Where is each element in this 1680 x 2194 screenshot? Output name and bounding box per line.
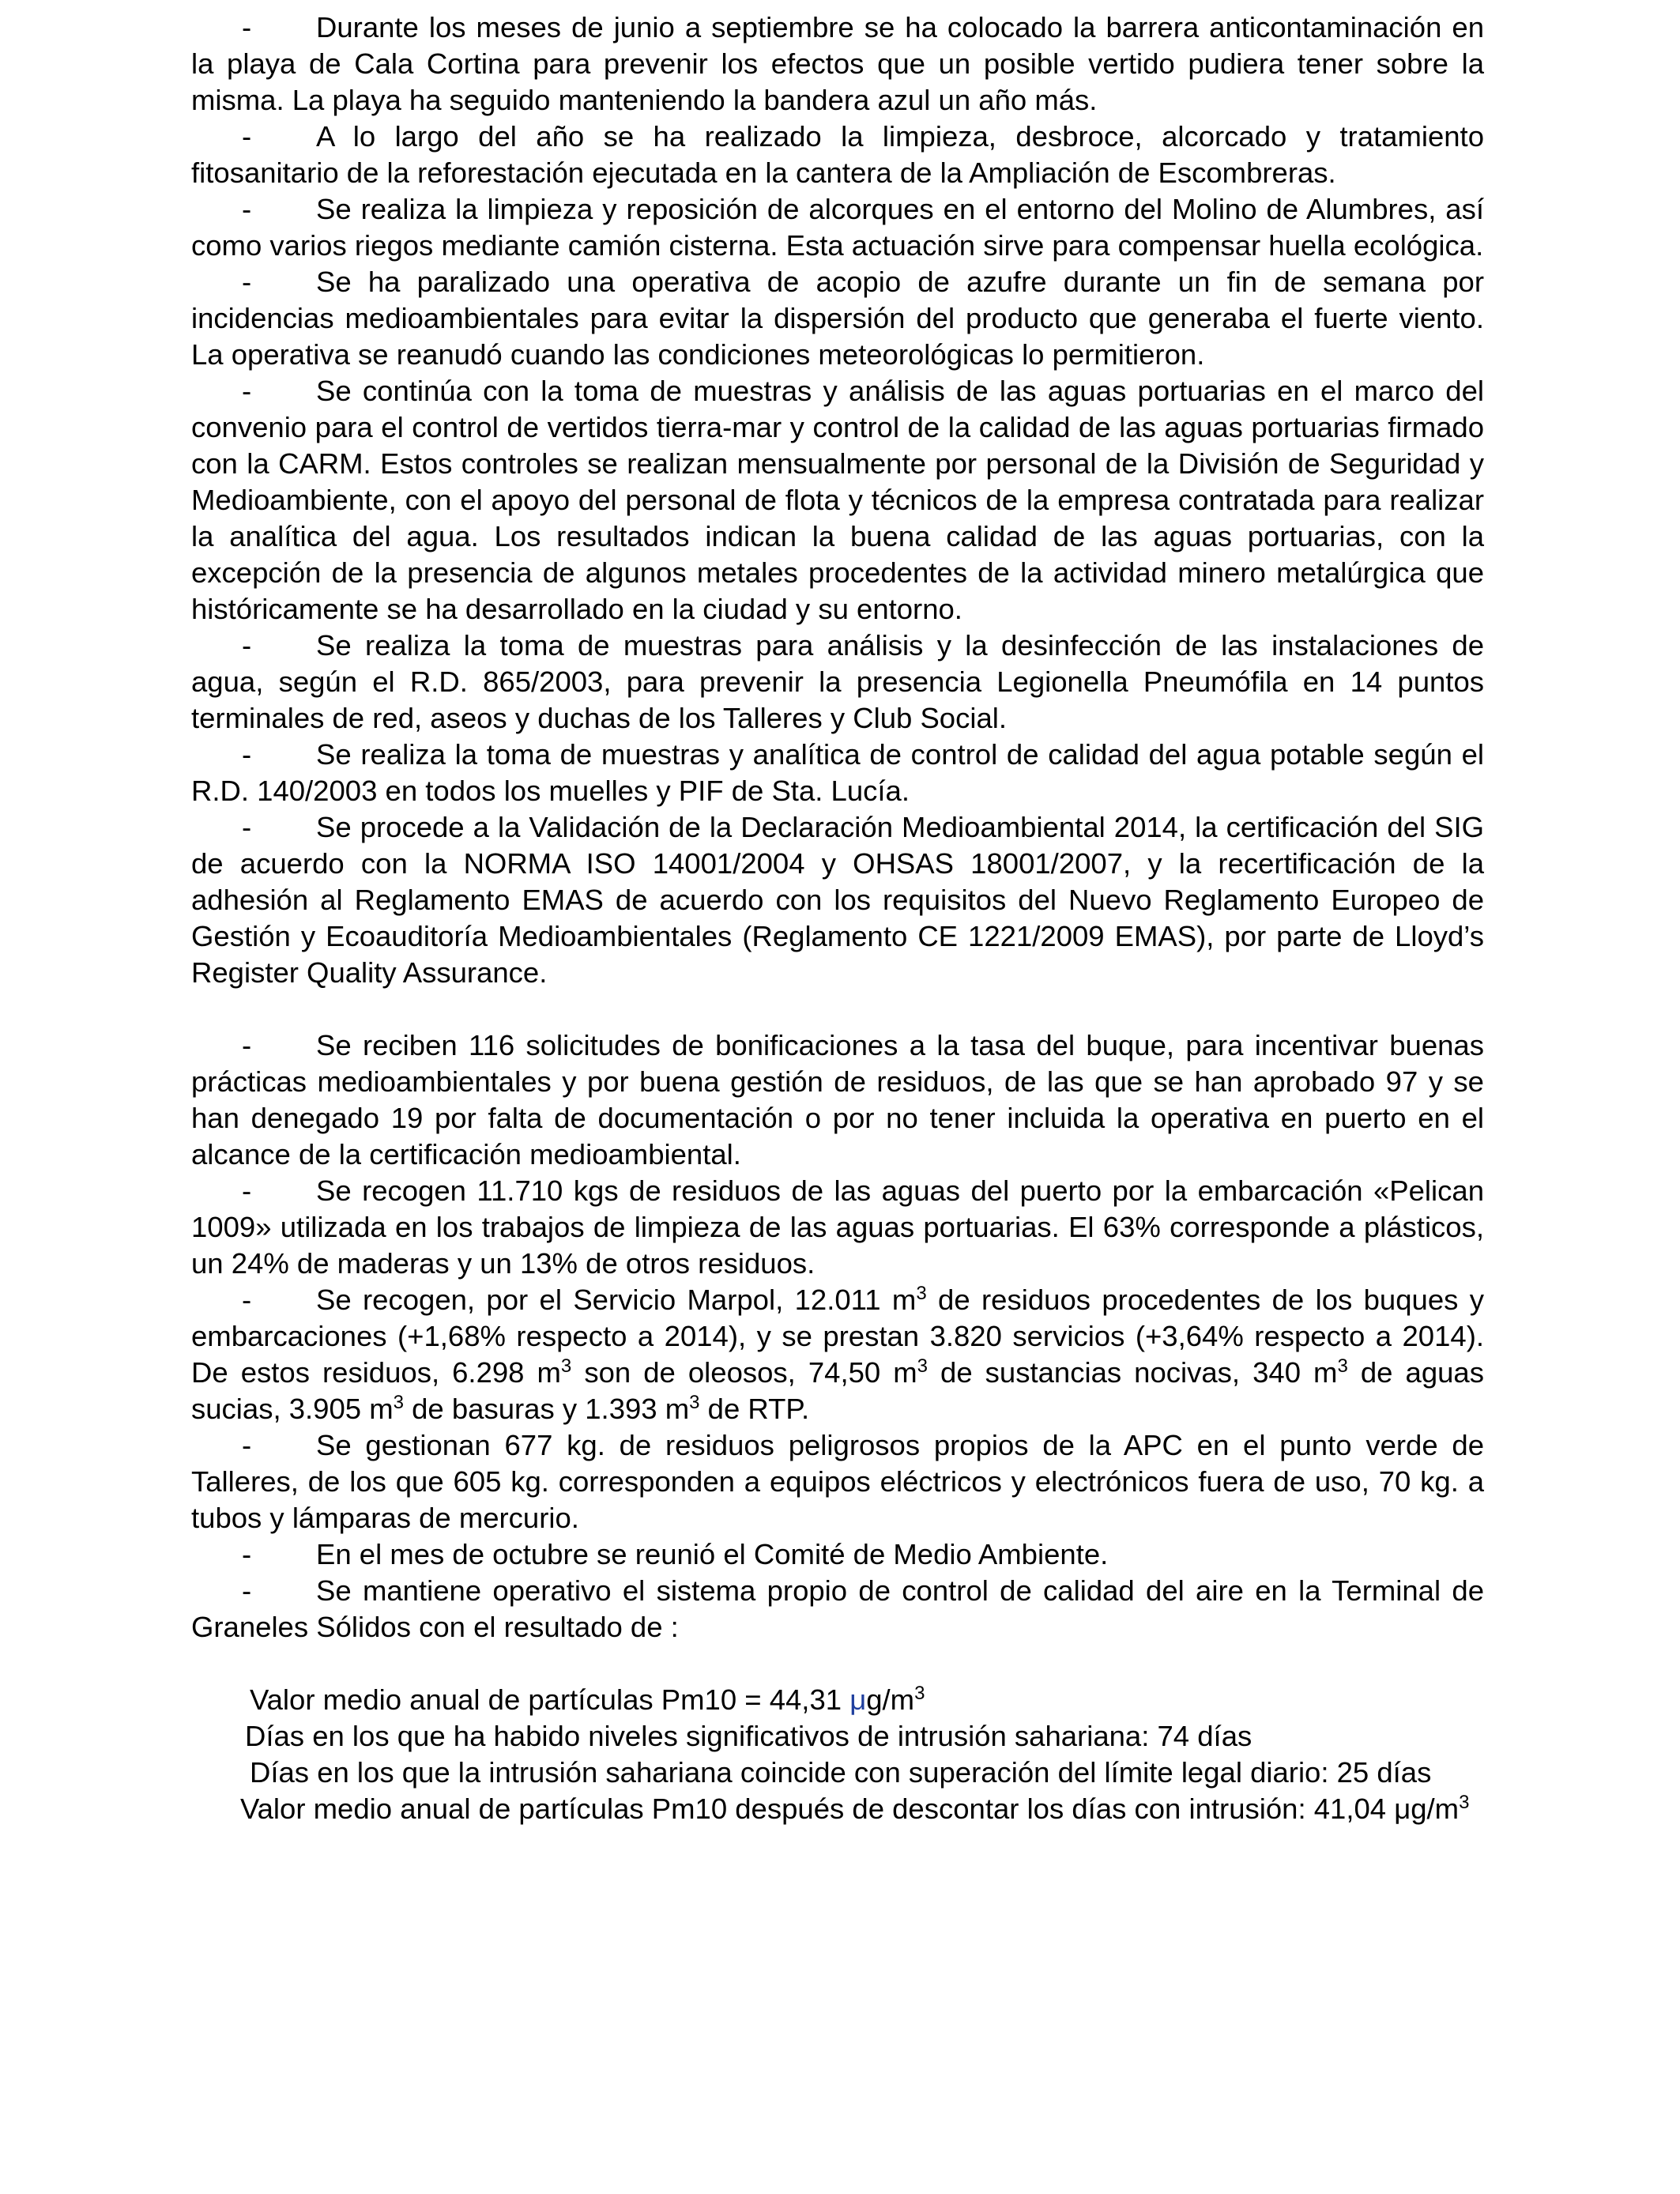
measure-text: Valor medio anual de partículas Pm10 = 44,31	[250, 1683, 850, 1716]
list-item	[191, 9, 1484, 119]
superscript: 3	[560, 1355, 572, 1377]
item-text: Se reciben 116 solicitudes de bonificaciones a la tasa del buque, para incentivar buenas prácticas medioambientales y por buena gestión de residuos, de las que se han aprobado 97 y se han denegado 19 por falta de documentación o por no tener incluida la operativa en puerto en el alcance de la certificación medioambiental.	[191, 1029, 1484, 1171]
bullet-dash: -	[242, 266, 252, 298]
sahara-exceedance-days	[191, 1755, 1484, 1791]
unit-text: g/m	[866, 1683, 915, 1716]
list-item	[191, 191, 1484, 264]
marpol-text: son de oleosos, 74,50 m	[571, 1356, 917, 1389]
marpol-text: de sustancias nocivas, 340 m	[928, 1356, 1338, 1389]
pm10-adjusted-value	[191, 1791, 1484, 1827]
blank-line	[191, 991, 1484, 1027]
item-text: Se procede a la Validación de la Declaración Medioambiental 2014, la certificación del SIG de acuerdo con la NORMA ISO 14001/2004 y OHSAS 18001/2007, y la recertificación de la adhesión al Reglamento EMAS de acuerdo con los requisitos del Nuevo Reglamento Europeo de Gestión y Ecoauditoría Medioambientales (Reglamento CE 1221/2009 EMAS), por parte de Lloyd’s Register Quality Assurance.	[191, 811, 1484, 989]
measure-text: Días en los que ha habido niveles significativos de intrusión sahariana: 74 días	[245, 1720, 1252, 1752]
marpol-text: de RTP.	[699, 1393, 810, 1425]
item-text: Se realiza la limpieza y reposición de alcorques en el entorno del Molino de Alumbres, así como varios riegos mediante camión cisterna. Esta actuación sirve para compensar huella ecológica.	[191, 193, 1484, 262]
superscript: 3	[393, 1391, 404, 1413]
marpol-text: de basuras y 1.393 m	[403, 1393, 690, 1425]
list-item	[191, 1027, 1484, 1173]
item-text: Durante los meses de junio a septiembre se ha colocado la barrera anticontaminación en la playa de Cala Cortina para prevenir los efectos que un posible vertido pudiera tener sobre la misma. La playa ha seguido manteniendo la bandera azul un año más.	[191, 11, 1484, 116]
bullet-dash: -	[242, 193, 252, 225]
list-item	[191, 628, 1484, 737]
list-item	[191, 373, 1484, 628]
bullet-dash: -	[242, 375, 252, 407]
bullet-dash: -	[242, 811, 252, 843]
list-item	[191, 1427, 1484, 1536]
item-text: Se ha paralizado una operativa de acopio de azufre durante un fin de semana por incidencias medioambientales para evitar la dispersión del producto que generaba el fuerte viento. La operativa se reanudó cuando las condiciones meteorológicas lo permitieron.	[191, 266, 1484, 371]
item-text: Se continúa con la toma de muestras y análisis de las aguas portuarias en el marco del convenio para el control de vertidos tierra-mar y control de la calidad de las aguas portuarias firmado con la CARM. Estos controles se realizan mensualmente por personal de la División de Seguridad y Medioambiente, con el apoyo del personal de flota y técnicos de la empresa contratada para realizar la analítica del agua. Los resultados indican la buena calidad de las aguas portuarias, con la excepción de la presencia de algunos metales procedentes de la actividad minero metalúrgica que históricamente se ha desarrollado en la ciudad y su entorno.	[191, 375, 1484, 625]
item-text: Se realiza la toma de muestras para análisis y la desinfección de las instalaciones de agua, según el R.D. 865/2003, para prevenir la presencia Legionella Pneumófila en 14 puntos terminales de red, aseos y duchas de los Talleres y Club Social.	[191, 629, 1484, 734]
bullet-dash: -	[242, 629, 252, 662]
bullet-dash: -	[242, 738, 252, 771]
bullet-dash: -	[242, 1284, 252, 1316]
measure-text: Valor medio anual de partículas Pm10 después de descontar los días con intrusión: 41,04 μg/m	[240, 1793, 1460, 1825]
superscript: 3	[1459, 1791, 1470, 1813]
item-text: Se realiza la toma de muestras y analítica de control de calidad del agua potable según el R.D. 140/2003 en todos los muelles y PIF de Sta. Lucía.	[191, 738, 1484, 807]
superscript: 3	[914, 1682, 925, 1704]
bullet-dash: -	[242, 1574, 252, 1607]
mu-symbol: μ	[849, 1683, 867, 1716]
bullet-dash: -	[242, 1029, 252, 1061]
measure-text: Días en los que la intrusión sahariana coincide con superación del límite legal diario: 25 días	[250, 1756, 1432, 1789]
list-item	[191, 737, 1484, 809]
item-text: A lo largo del año se ha realizado la limpieza, desbroce, alcorcado y tratamiento fitosanitario de la reforestación ejecutada en la cantera de la Ampliación de Escombreras.	[191, 120, 1484, 189]
item-text: En el mes de octubre se reunió el Comité de Medio Ambiente.	[316, 1538, 1109, 1570]
sahara-intrusion-days	[191, 1718, 1484, 1755]
item-text: Se gestionan 677 kg. de residuos peligrosos propios de la APC en el punto verde de Talleres, de los que 605 kg. corresponden a equipos eléctricos y electrónicos fuera de uso, 70 kg. a tubos y lámparas de mercurio.	[191, 1429, 1484, 1534]
bullet-dash: -	[242, 11, 252, 43]
bullet-dash: -	[242, 1174, 252, 1207]
list-item	[191, 1536, 1484, 1573]
blank-line	[191, 1646, 1484, 1682]
list-item-marpol	[191, 1282, 1484, 1427]
bullet-dash: -	[242, 1538, 252, 1570]
superscript: 3	[689, 1391, 700, 1413]
list-item	[191, 119, 1484, 191]
pm10-annual-value	[191, 1682, 1484, 1718]
superscript: 3	[1337, 1355, 1348, 1377]
list-item	[191, 809, 1484, 991]
marpol-text: de residuos procedentes de los buques y embarcaciones (+1,68% respecto a 2014), y se prestan 3.820 servicios (+3,64% respecto a 2014). De estos residuos, 6.298 m	[191, 1284, 1485, 1389]
item-text: Se mantiene operativo el sistema propio de control de calidad del aire en la Terminal de Graneles Sólidos con el resultado de :	[191, 1574, 1484, 1643]
list-item	[191, 1573, 1484, 1646]
item-text: Se recogen 11.710 kgs de residuos de las aguas del puerto por la embarcación «Pelican 1009» utilizada en los trabajos de limpieza de las aguas portuarias. El 63% corresponde a plásticos, un 24% de maderas y un 13% de otros residuos.	[191, 1174, 1484, 1280]
bullet-dash: -	[242, 120, 252, 153]
list-item	[191, 1173, 1484, 1282]
marpol-text: Se recogen, por el Servicio Marpol, 12.011 m	[316, 1284, 917, 1316]
document-page	[191, 9, 1484, 1827]
list-item	[191, 264, 1484, 373]
bullet-dash: -	[242, 1429, 252, 1461]
superscript: 3	[916, 1282, 927, 1304]
marpol-text: de aguas sucias, 3.905 m	[191, 1356, 1484, 1425]
superscript: 3	[917, 1355, 928, 1377]
